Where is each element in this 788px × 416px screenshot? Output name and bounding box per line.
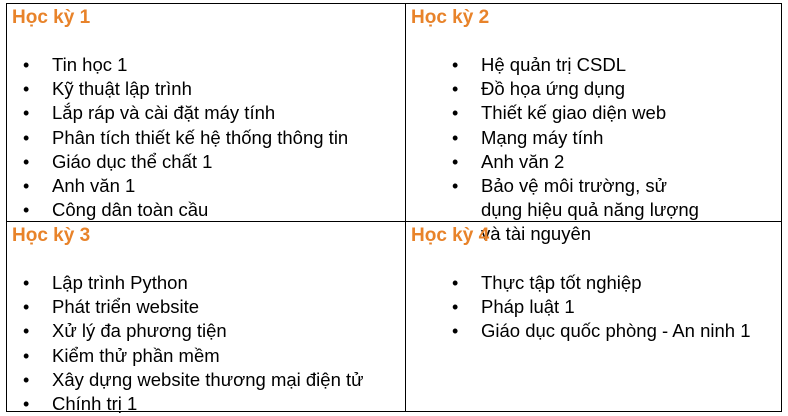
course-item: • Chính trị 1 xyxy=(7,392,364,416)
semester-title: Học kỳ 2 xyxy=(411,7,490,28)
semester-cell-3 xyxy=(7,222,405,415)
course-item: • Phát triển website xyxy=(7,295,364,319)
course-item: • Thực tập tốt nghiệp xyxy=(406,271,750,295)
course-list xyxy=(406,53,706,247)
course-list xyxy=(7,271,364,416)
semester-title: Học kỳ 4 xyxy=(411,225,490,246)
course-item: • Hệ quản trị CSDL xyxy=(406,53,706,77)
course-item: • Bảo vệ môi trường, sử dụng hiệu quả năng lượng và tài nguyên xyxy=(406,174,706,247)
course-item: • Pháp luật 1 xyxy=(406,295,750,319)
course-item: • Công dân toàn cầu xyxy=(7,198,348,222)
semester-cell-4 xyxy=(406,222,782,412)
course-item: • Mạng máy tính xyxy=(406,126,706,150)
course-item: • Xây dựng website thương mại điện tử xyxy=(7,368,364,392)
course-list xyxy=(7,53,348,222)
course-item: • Anh văn 1 xyxy=(7,174,348,198)
course-item: • Phân tích thiết kế hệ thống thông tin xyxy=(7,126,348,150)
course-item: • Tin học 1 xyxy=(7,53,348,77)
course-item: • Đồ họa ứng dụng xyxy=(406,77,706,101)
course-item: • Thiết kế giao diện web xyxy=(406,101,706,125)
semester-title: Học kỳ 1 xyxy=(12,7,91,28)
course-list xyxy=(406,271,750,344)
course-item: • Kỹ thuật lập trình xyxy=(7,77,348,101)
course-item: • Lập trình Python xyxy=(7,271,364,295)
semester-title: Học kỳ 3 xyxy=(12,225,91,246)
course-item: • Giáo dục thể chất 1 xyxy=(7,150,348,174)
semester-table xyxy=(6,3,782,415)
course-item: • Anh văn 2 xyxy=(406,150,706,174)
course-item: • Kiểm thử phần mềm xyxy=(7,344,364,368)
course-item: • Xử lý đa phương tiện xyxy=(7,319,364,343)
semester-cell-1 xyxy=(7,4,405,221)
course-item: • Lắp ráp và cài đặt máy tính xyxy=(7,101,348,125)
course-item: • Giáo dục quốc phòng - An ninh 1 xyxy=(406,319,750,343)
